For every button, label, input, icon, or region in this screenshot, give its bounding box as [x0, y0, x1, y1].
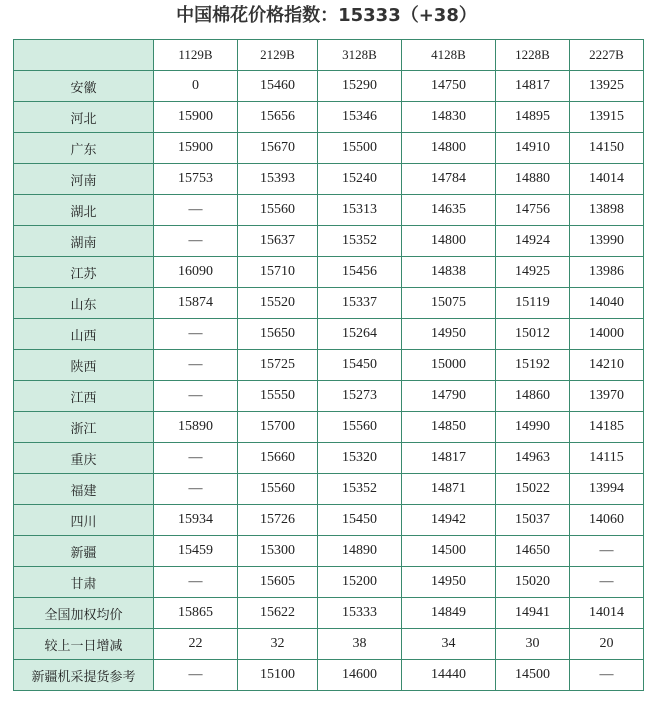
table-cell: 15290 — [318, 71, 402, 102]
table-cell: 14756 — [496, 195, 570, 226]
table-cell: 15656 — [238, 102, 318, 133]
table-cell: 14635 — [402, 195, 496, 226]
table-cell: 15352 — [318, 226, 402, 257]
table-cell: — — [154, 443, 238, 474]
table-cell: 15240 — [318, 164, 402, 195]
table-row — [14, 660, 644, 691]
table-cell: 15450 — [318, 350, 402, 381]
table-cell: 14925 — [496, 257, 570, 288]
table-cell: 16090 — [154, 257, 238, 288]
table-cell: 15725 — [238, 350, 318, 381]
table-cell: 15700 — [238, 412, 318, 443]
row-label: 河南 — [14, 164, 154, 195]
table-cell: 15753 — [154, 164, 238, 195]
table-cell: 14784 — [402, 164, 496, 195]
table-cell: 14849 — [402, 598, 496, 629]
table-cell: 15900 — [154, 102, 238, 133]
row-label: 陕西 — [14, 350, 154, 381]
table-cell: 13970 — [570, 381, 644, 412]
cotton-price-table — [13, 39, 644, 691]
table-cell: 14000 — [570, 319, 644, 350]
table-row — [14, 412, 644, 443]
table-row — [14, 629, 644, 660]
table-row — [14, 567, 644, 598]
table-cell: 14790 — [402, 381, 496, 412]
row-label: 浙江 — [14, 412, 154, 443]
row-label: 新疆 — [14, 536, 154, 567]
row-label: 湖南 — [14, 226, 154, 257]
table-cell: 14750 — [402, 71, 496, 102]
table-cell: 14860 — [496, 381, 570, 412]
table-cell: 14040 — [570, 288, 644, 319]
table-cell: 13986 — [570, 257, 644, 288]
column-header: 2129B — [238, 40, 318, 71]
table-cell: 15460 — [238, 71, 318, 102]
table-cell: 15605 — [238, 567, 318, 598]
table-row — [14, 288, 644, 319]
table-cell: 15560 — [238, 474, 318, 505]
table-cell: 15012 — [496, 319, 570, 350]
table-cell: 15200 — [318, 567, 402, 598]
table-cell: 15560 — [238, 195, 318, 226]
table-cell: 14941 — [496, 598, 570, 629]
table-cell: — — [154, 567, 238, 598]
table-cell: 15337 — [318, 288, 402, 319]
row-label: 江西 — [14, 381, 154, 412]
table-cell: 14895 — [496, 102, 570, 133]
table-cell: 34 — [402, 629, 496, 660]
table-cell: 15393 — [238, 164, 318, 195]
table-cell: 14990 — [496, 412, 570, 443]
table-cell: 14838 — [402, 257, 496, 288]
table-cell: — — [570, 536, 644, 567]
row-label: 全国加权均价 — [14, 598, 154, 629]
table-cell: 15560 — [318, 412, 402, 443]
table-cell: — — [570, 660, 644, 691]
table-cell: 13925 — [570, 71, 644, 102]
table-cell: 14800 — [402, 133, 496, 164]
table-cell: 14942 — [402, 505, 496, 536]
table-row — [14, 443, 644, 474]
table-cell: 15300 — [238, 536, 318, 567]
row-label: 广东 — [14, 133, 154, 164]
row-label: 山西 — [14, 319, 154, 350]
table-cell: 15865 — [154, 598, 238, 629]
table-cell: 13990 — [570, 226, 644, 257]
table-cell: — — [154, 474, 238, 505]
table-row — [14, 536, 644, 567]
table-cell: 14185 — [570, 412, 644, 443]
row-label: 河北 — [14, 102, 154, 133]
table-cell: 38 — [318, 629, 402, 660]
row-label: 甘肃 — [14, 567, 154, 598]
column-header: 4128B — [402, 40, 496, 71]
row-label: 江苏 — [14, 257, 154, 288]
table-cell: — — [154, 319, 238, 350]
table-row — [14, 257, 644, 288]
table-row — [14, 164, 644, 195]
table-cell: 15934 — [154, 505, 238, 536]
table-cell: 15264 — [318, 319, 402, 350]
table-cell: 14150 — [570, 133, 644, 164]
column-header: 1129B — [154, 40, 238, 71]
table-cell: 15000 — [402, 350, 496, 381]
row-label: 较上一日增减 — [14, 629, 154, 660]
table-row — [14, 319, 644, 350]
table-cell: 14014 — [570, 598, 644, 629]
table-row — [14, 71, 644, 102]
table-cell: 32 — [238, 629, 318, 660]
table-cell: 15075 — [402, 288, 496, 319]
table-cell: 14210 — [570, 350, 644, 381]
table-cell: 22 — [154, 629, 238, 660]
table-cell: 15022 — [496, 474, 570, 505]
table-cell: 14830 — [402, 102, 496, 133]
table-cell: 14880 — [496, 164, 570, 195]
table-cell: 15459 — [154, 536, 238, 567]
table-cell: 15346 — [318, 102, 402, 133]
table-cell: 15037 — [496, 505, 570, 536]
table-cell: 14115 — [570, 443, 644, 474]
table-cell: 13994 — [570, 474, 644, 505]
table-cell: 15456 — [318, 257, 402, 288]
table-cell: 14060 — [570, 505, 644, 536]
table-row — [14, 350, 644, 381]
table-cell: — — [154, 660, 238, 691]
table-row — [14, 102, 644, 133]
table-cell: — — [154, 195, 238, 226]
row-label: 四川 — [14, 505, 154, 536]
column-header: 3128B — [318, 40, 402, 71]
table-row — [14, 195, 644, 226]
column-header: 2227B — [570, 40, 644, 71]
table-row — [14, 381, 644, 412]
table-cell: 15450 — [318, 505, 402, 536]
row-label: 山东 — [14, 288, 154, 319]
table-cell: 15900 — [154, 133, 238, 164]
table-row — [14, 598, 644, 629]
table-cell: 14500 — [402, 536, 496, 567]
table-cell: 14871 — [402, 474, 496, 505]
table-cell: 15890 — [154, 412, 238, 443]
table-cell: 20 — [570, 629, 644, 660]
table-cell: — — [154, 226, 238, 257]
table-cell: — — [154, 350, 238, 381]
table-cell: 15520 — [238, 288, 318, 319]
table-cell: 14600 — [318, 660, 402, 691]
table-row — [14, 226, 644, 257]
table-cell: 14963 — [496, 443, 570, 474]
table-cell: 14500 — [496, 660, 570, 691]
table-cell: 15320 — [318, 443, 402, 474]
table-cell: 15550 — [238, 381, 318, 412]
table-cell: 15333 — [318, 598, 402, 629]
header-row — [14, 40, 644, 71]
table-row — [14, 133, 644, 164]
table-cell: 13915 — [570, 102, 644, 133]
row-label: 湖北 — [14, 195, 154, 226]
table-cell: 15874 — [154, 288, 238, 319]
column-header: 1228B — [496, 40, 570, 71]
table-cell: 14440 — [402, 660, 496, 691]
table-cell: 15352 — [318, 474, 402, 505]
table-cell: 14800 — [402, 226, 496, 257]
table-cell: 15637 — [238, 226, 318, 257]
table-cell: 15313 — [318, 195, 402, 226]
table-cell: 14817 — [496, 71, 570, 102]
corner-cell — [14, 40, 154, 71]
table-cell: 14910 — [496, 133, 570, 164]
table-cell: 15500 — [318, 133, 402, 164]
table-cell: 14850 — [402, 412, 496, 443]
table-cell: 15100 — [238, 660, 318, 691]
table-row — [14, 505, 644, 536]
table-cell: — — [154, 381, 238, 412]
table-cell: 15670 — [238, 133, 318, 164]
table-cell: 15650 — [238, 319, 318, 350]
table-cell: 0 — [154, 71, 238, 102]
table-cell: 15726 — [238, 505, 318, 536]
table-cell: 14950 — [402, 567, 496, 598]
row-label: 新疆机采提货参考 — [14, 660, 154, 691]
table-row — [14, 474, 644, 505]
table-cell: 14650 — [496, 536, 570, 567]
table-cell: 14014 — [570, 164, 644, 195]
row-label: 重庆 — [14, 443, 154, 474]
table-cell: 14890 — [318, 536, 402, 567]
chart-title: 中国棉花价格指数：15333（+38） — [176, 5, 477, 26]
table-cell: 13898 — [570, 195, 644, 226]
table-cell: 15273 — [318, 381, 402, 412]
row-label: 安徽 — [14, 71, 154, 102]
table-cell: 14950 — [402, 319, 496, 350]
table-cell: — — [570, 567, 644, 598]
table-cell: 15119 — [496, 288, 570, 319]
table-cell: 15192 — [496, 350, 570, 381]
table-cell: 14924 — [496, 226, 570, 257]
row-label: 福建 — [14, 474, 154, 505]
table-cell: 30 — [496, 629, 570, 660]
table-cell: 15660 — [238, 443, 318, 474]
table-cell: 15020 — [496, 567, 570, 598]
table-cell: 14817 — [402, 443, 496, 474]
table-cell: 15622 — [238, 598, 318, 629]
table-cell: 15710 — [238, 257, 318, 288]
